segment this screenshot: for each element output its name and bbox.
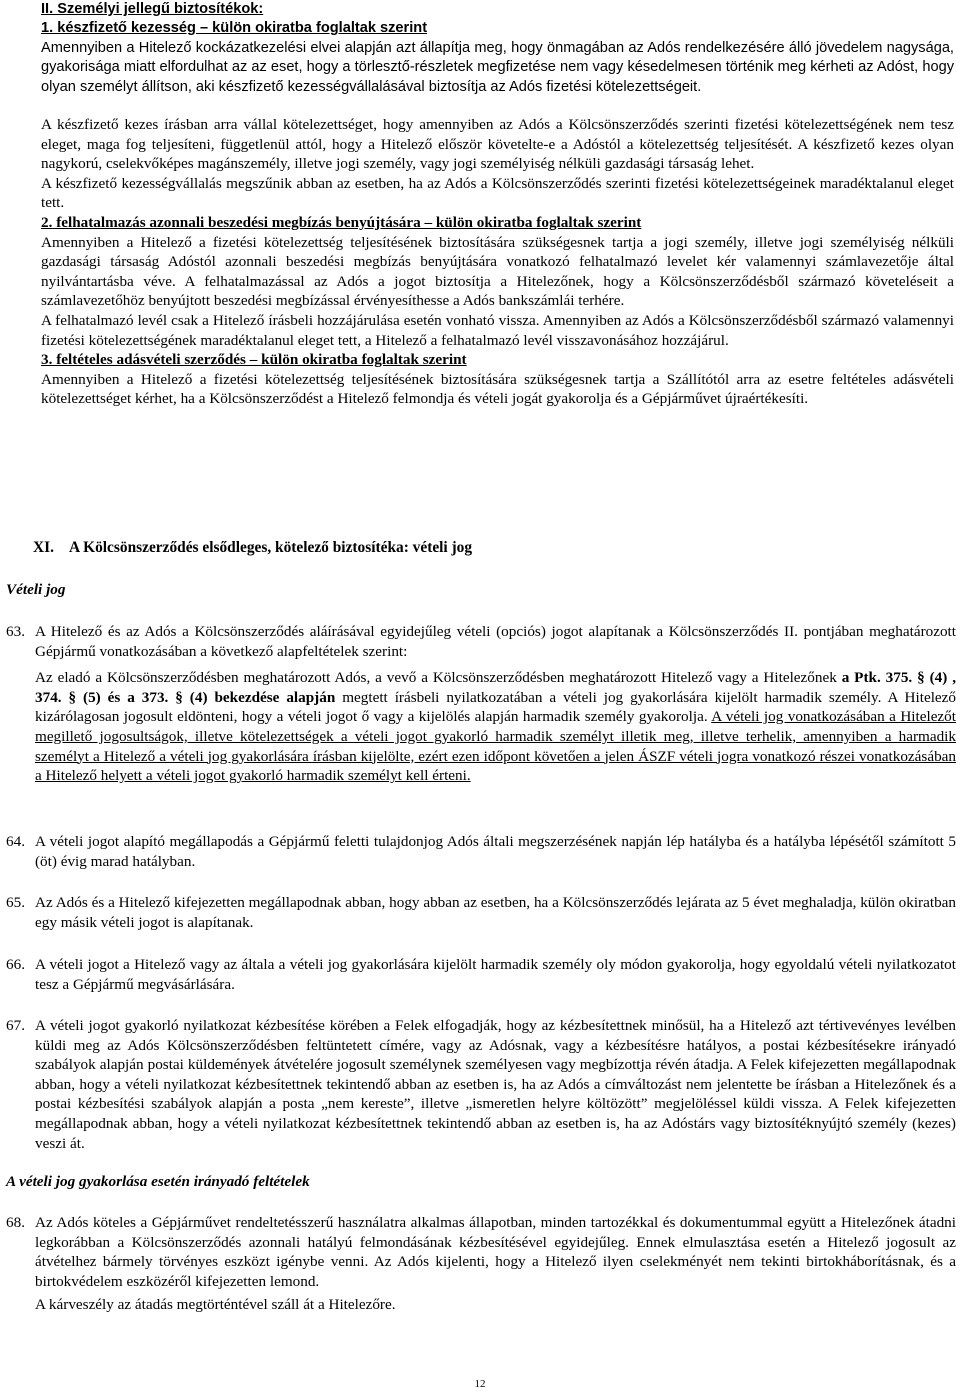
megszunik-paragraph: A készfizető kezességvállalás megszűnik abban az esetben, ha az Adós a Kölcsönszerződés szerinti fizetési kötelezettségeinek maradéktalanul eleget tett.	[41, 174, 954, 212]
item-66	[6, 955, 956, 994]
item-63-ptk-reference: a Ptk. 375. § (4) , 374. § (5) és a 373. § (4) bekezdése alapján	[35, 669, 956, 706]
item-68-number: 68.	[6, 1214, 25, 1231]
item-68-paragraph-1: Az Adós köteles a Gépjárművet rendeltetésszerű használatra alkalmas állapotban, minden tartozékkal és dokumentummal együtt a Hitelezőnek átadni legkorábban a Kölcsönszerződés azonnali hatályú felmondásának kézbesítésével egyidejűleg. Ennek elmulasztása esetén a Hitelező jogosult az átvételhez bármely törvényes eszközt igénybe venni. Az Adós kijelenti, hogy a Hitelező ilyen cselekményét nem tekinti birtokháborításnak, és a birtokvédelem eszközéről kifejezetten lemond.	[35, 1214, 956, 1290]
item-68	[6, 1213, 956, 1315]
item-64	[6, 832, 956, 871]
item2-heading-text: felhatalmazás azonnali beszedési megbízás benyújtására – külön okiratba foglaltak szerint	[52, 213, 642, 231]
section-xi-title: A Kölcsönszerződés elsődleges, kötelező biztosítéka: vételi jog	[69, 539, 473, 556]
item1-heading: 1. készfizető kezesség – külön okiratba foglaltak szerint	[41, 20, 428, 37]
item-67-paragraph: A vételi jogot gyakorló nyilatkozat kézbesítése körében a Felek elfogadják, hogy az kézbesítettnek minősül, ha a Hitelező azt tértivevényes levélben küldi meg az Adós Kölcsönszerződésben feltüntetett címére, vagy az Adósnak, vagy a kézbesítésre hatályos, a postai kézbesítésekre irányadó szabályok alapján postai küldemények átvételére jogosult személynek személyesen vagy megbízottja révén átadja. A Felek kifejezetten megállapodnak abban, hogy a vételi nyilatkozat kézbesítettnek tekintendő abban az esetben is, ha az Adós a címváltozást nem jelentette be írásban a Hitelezőnek és a postai kézbesítési szabályok alapján a posta „nem kereste”, illetve „ismeretlen helyre költözött” megjelöléssel küldi vissza. A Felek kifejezetten megállapodnak abban, hogy a vételi nyilatkozat kézbesítettnek tekintendő abban az esetben is, ha az Adóstárs vagy biztosítéknyújtó személy (kezes) veszi át.	[35, 1017, 956, 1152]
section-ii-title: II. Személyi jellegű biztosítékok:	[41, 1, 264, 17]
item-68-paragraph-2: A kárveszély az átadás megtörténtével száll át a Hitelezőre.	[35, 1296, 396, 1314]
item1-paragraph: Amennyiben a Hitelező kockázatkezelési elvei alapján azt állapítja meg, hogy önmagában az Adós rendelkezésére álló jövedelem nagysága, gyakorisága miatt elfordulhat az az eset, hogy a törlesztő-részletek megfizetése nem vagy késedelmesen történik meg kérheti az Adóst, hogy olyan személyt állítson, aki készfizető kezességvállalásával biztosítja az Adós fizetési kötelezettségeit.	[41, 39, 954, 95]
item-63	[6, 622, 956, 786]
item-64-paragraph: A vételi jogot alapító megállapodás a Gépjármű feletti tulajdonjog Adós általi megszerzésének napján lép hatályba és a hatályba lépésétől számított 5 (öt) évig marad hatályban.	[35, 833, 956, 870]
item-66-number: 66.	[6, 956, 25, 973]
item-63-number: 63.	[6, 623, 25, 640]
item-64-number: 64.	[6, 833, 25, 850]
exercise-conditions-subheading: A vételi jog gyakorlása esetén irányadó feltételek	[6, 1173, 310, 1190]
item-66-paragraph: A vételi jogot a Hitelező vagy az általa a vételi jog gyakorlására kijelölt harmadik személy oly módon gyakorolja, hogy egyoldalú vételi nyilatkozatot tesz a Gépjármű megvásárlására.	[35, 956, 956, 993]
item2-paragraph-1: Amennyiben a Hitelező a fizetési kötelezettség teljesítésének biztosítására szükségesnek tartja a jogi személy, illetve jogi személyiség nélküli gazdasági társaság Adóstól azonnali beszedési megbízás benyújtására vonatkozó felhatalmazó levelet kér valamennyi számlavezetője által nyilvántartásba véve. A felhatalmazással az Adós a jogot biztosítja a Hitelezőnek, hogy a Kölcsönszerződésből származó követeléseit a számlavezetőhöz benyújtott beszedési megbízással érvényesíthesse a Adós bankszámlái terhére.	[41, 233, 954, 310]
item3-number: 3.	[41, 351, 53, 369]
item2-paragraph-2: A felhatalmazó levél csak a Hitelező írásbeli hozzájárulása esetén vonható vissza. Amennyiben az Adós a Kölcsönszerződésből származó valamennyi fizetési kötelezettségének maradéktalanul eleget tett, a Hitelező a felhatalmazó levél visszavonásához hozzájárul.	[41, 311, 954, 349]
item-63-paragraph-1: A Hitelező és az Adós a Kölcsönszerződés aláírásával egyidejűleg vételi (opciós) jogot alapítanak a Kölcsönszerződés II. pontjában meghatározott Gépjármű vonatkozásában a következő alapfeltételek szerint:	[35, 623, 956, 660]
page-number: 12	[474, 1378, 486, 1390]
section-ii-continued	[41, 115, 954, 409]
item-63-underlined-text: A vételi jog vonatkozásában a Hitelezőt megillető jogosultságok, illetve kötelezettségek a vételi jogot gyakorló harmadik személyt illetik meg, illetve terhelik, amennyiben a harmadik személyt a Hitelező a vételi jog gyakorlására írásban kijelölte, ezért ezen időpont követően a jelen ÁSZF vételi jogra vonatkozó részei vonatkozásában a Hitelező helyett a vételi jogot gyakorló harmadik személyt kell érteni.	[35, 708, 956, 785]
item-63-text-a: Az eladó a Kölcsönszerződésben meghatározott Adós, a vevő a Kölcsönszerződésben meghatározott Hitelező vagy a Hitelezőnek	[35, 669, 842, 687]
item3-heading	[41, 350, 954, 370]
section-xi-heading	[33, 538, 472, 558]
item-65-number: 65.	[6, 894, 25, 911]
veteli-jog-subheading: Vételi jog	[6, 581, 66, 598]
kezes-paragraph: A készfizető kezes írásban arra vállal kötelezettséget, hogy amennyiben az Adós a Kölcsönszerződés szerinti fizetési kötelezettségének nem tesz eleget, maga fog teljesíteni, függetlenül attól, hogy a Hitelező először követelte-e a Adóstól a kötelezettség teljesítését. A készfizető kezes olyan nagykorú, cselekvőképes magánszemély, illetve jogi személy, vagy jogi személyiség nélküli gazdasági társaság lehet.	[41, 116, 954, 173]
item-65	[6, 893, 956, 932]
item-67-number: 67.	[6, 1017, 25, 1034]
section-ii	[41, 0, 954, 97]
item-65-paragraph: Az Adós és a Hitelező kifejezetten megállapodnak abban, hogy abban az esetben, ha a Kölcsönszerződés lejárata az 5 évet meghaladja, külön okiratban egy másik vételi jogot is alapítanak.	[35, 894, 956, 931]
item-67	[6, 1016, 956, 1153]
item2-heading	[41, 213, 954, 233]
item-63-text-b: megtett írásbeli nyilatkozatában a vételi jog gyakorlására kijelölt harmadik személy. A Hitelező kizárólagosan jogosult eldönteni, hogy a vételi jogot ő vagy a kijelölés alapján harmadik személy gyakorolja.	[35, 688, 957, 726]
item3-paragraph: Amennyiben a Hitelező a fizetési kötelezettség teljesítésének biztosítására szükségesnek tartja a Szállítótól arra az esetre feltételes adásvételi kötelezettséget kérhet, ha a Kölcsönszerződést a Hitelező felmondja és vételi jogát gyakorolja és a Gépjárművet újraértékesíti.	[41, 370, 954, 408]
item-63-paragraph-2	[35, 668, 956, 786]
section-xi-number: XI.	[33, 539, 54, 556]
item3-heading-text: feltételes adásvételi szerződés – külön okiratba foglaltak szerint	[52, 351, 467, 369]
item2-number: 2.	[41, 213, 53, 231]
